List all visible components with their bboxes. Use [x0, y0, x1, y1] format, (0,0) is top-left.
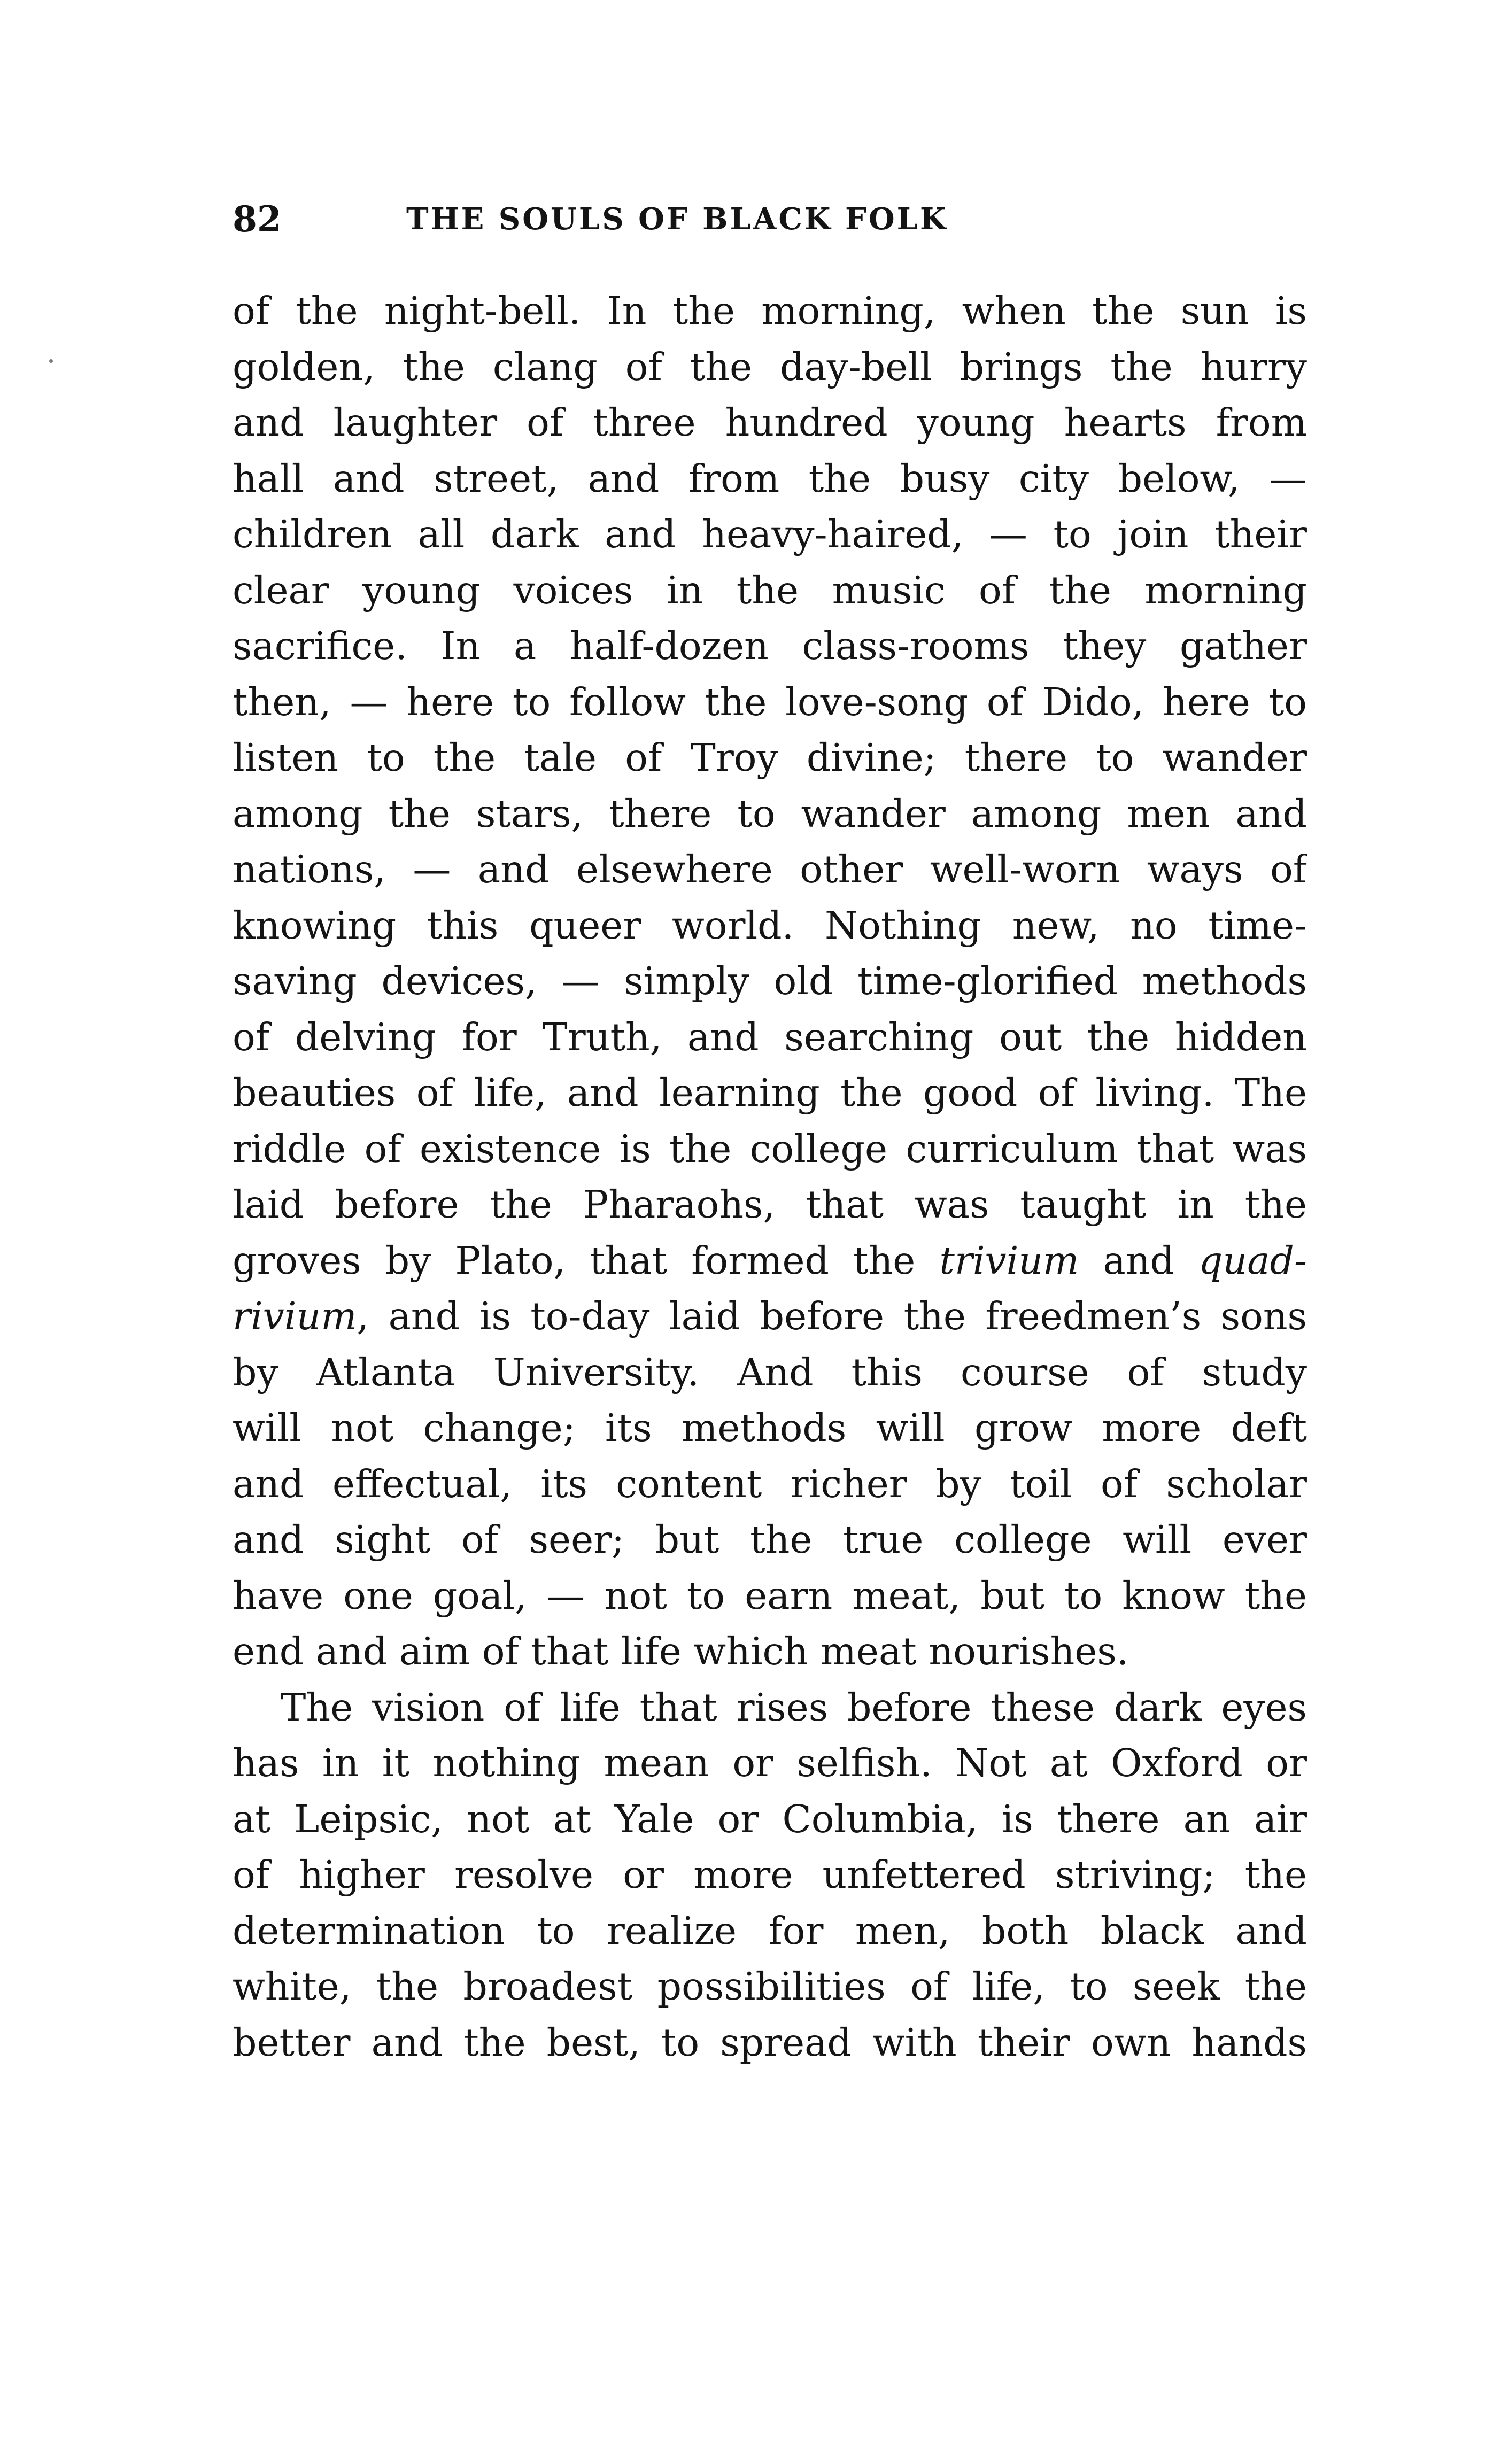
text-line: end and aim of that life which meat nourishes.: [233, 1629, 1129, 1673]
text-line: among the stars, there to wander among men and: [233, 791, 1307, 836]
running-title: THE SOULS OF BLACK FOLK: [406, 202, 948, 237]
text-line: knowing this queer world. Nothing new, no time-: [233, 903, 1307, 948]
text-run: groves by Plato, that formed the: [233, 1238, 940, 1283]
text-line: and laughter of three hundred young hearts from: [233, 400, 1307, 445]
text-line: of the night-bell. In the morning, when the sun is: [233, 289, 1307, 333]
text-line: then, — here to follow the love-song of Dido, here to: [233, 679, 1307, 724]
text-line: riddle of existence is the college curriculum that was: [233, 1126, 1307, 1171]
text-line: of higher resolve or more unfettered striving; the: [233, 1853, 1307, 1897]
text-line: at Leipsic, not at Yale or Columbia, is there an air: [233, 1796, 1307, 1841]
running-head: [233, 192, 1275, 246]
text-line: determination to realize for men, both black and: [233, 1908, 1307, 1953]
text-line: nations, — and elsewhere other well-worn ways of: [233, 847, 1307, 892]
text-line: listen to the tale of Troy divine; there to wander: [233, 735, 1307, 780]
text-line: better and the best, to spread with their own hands: [233, 2020, 1307, 2065]
page-number: 82: [233, 198, 282, 240]
body-text: [233, 283, 1307, 2071]
text-line: white, the broadest possibilities of life, to seek the: [233, 1964, 1307, 2009]
text-line: hall and street, and from the busy city below, —: [233, 456, 1307, 501]
text-line: will not change; its methods will grow more deft: [233, 1406, 1307, 1450]
text-line: sacrifice. In a half-dozen class-rooms they gather: [233, 624, 1307, 668]
text-line: have one goal, — not to earn meat, but to know the: [233, 1573, 1307, 1618]
text-line: has in it nothing mean or selfish. Not at Oxford or: [233, 1741, 1307, 1785]
text-line: and effectual, its content richer by toil of scholar: [233, 1461, 1307, 1506]
italic-term: trivium: [939, 1238, 1079, 1283]
italic-term: rivium: [233, 1294, 357, 1338]
text-line: by Atlanta University. And this course of study: [233, 1350, 1307, 1394]
text-line: children all dark and heavy-haired, — to join their: [233, 512, 1307, 556]
text-line: The vision of life that rises before these dark eyes: [281, 1685, 1307, 1730]
text-line: clear young voices in the music of the morning: [233, 568, 1307, 613]
scan-speck: [49, 359, 53, 363]
text-line: laid before the Pharaohs, that was taught in the: [233, 1182, 1307, 1227]
text-line: [233, 1289, 1307, 1345]
text-line: and sight of seer; but the true college will ever: [233, 1517, 1307, 1562]
text-line: of delving for Truth, and searching out the hidden: [233, 1014, 1307, 1059]
text-line: [233, 1233, 1307, 1289]
text-line: beauties of life, and learning the good of living. The: [233, 1071, 1307, 1115]
italic-term: quad-: [1198, 1238, 1307, 1283]
text-line: saving devices, — simply old time-glorified methods: [233, 959, 1307, 1003]
text-run: , and is to-day laid before the freedmen’s sons: [357, 1294, 1307, 1338]
text-run: and: [1079, 1238, 1199, 1283]
text-line: golden, the clang of the day-bell brings the hurry: [233, 344, 1307, 389]
